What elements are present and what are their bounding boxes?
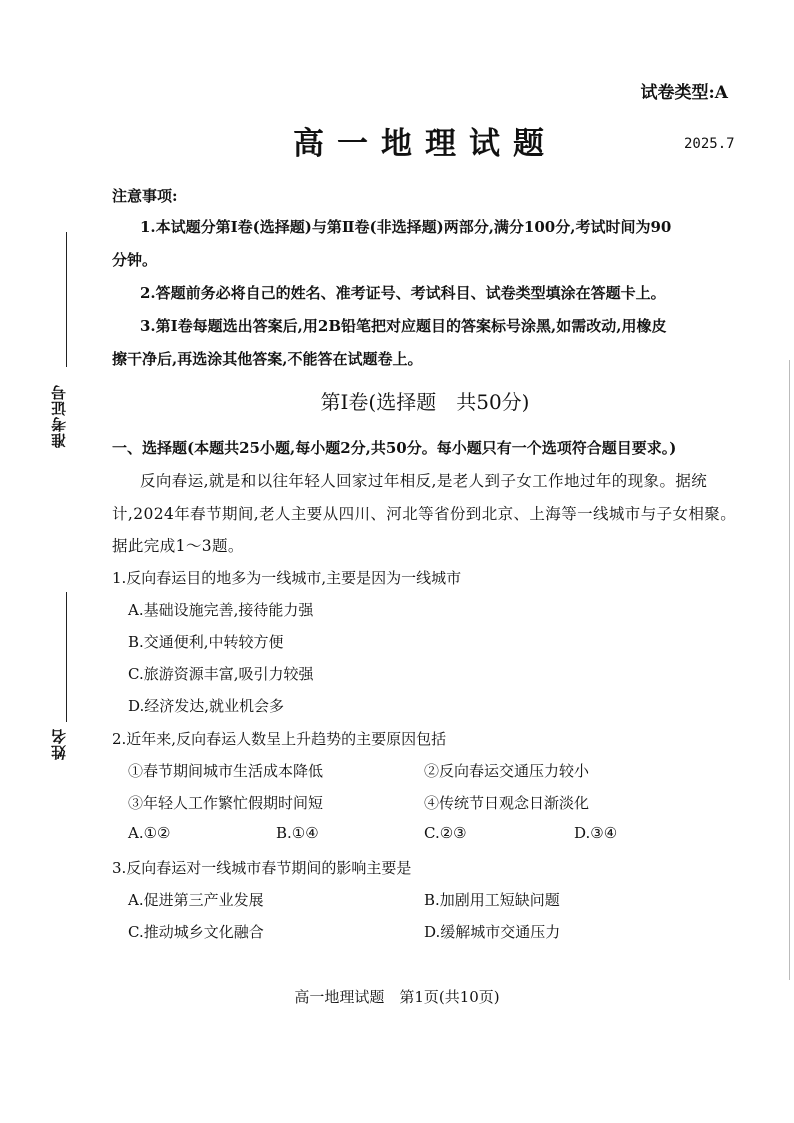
passage-line-1: 反向春运,就是和以往年轻人回家过年相反,是老人到子女工作地过年的现象。据统 xyxy=(140,472,708,490)
question-2-option-a: A.①② xyxy=(128,824,171,842)
name-write-line xyxy=(66,592,67,722)
paper-type: 试卷类型:A xyxy=(640,83,728,103)
scan-edge-line xyxy=(789,360,790,980)
exam-title: 高一地理试题 xyxy=(293,126,557,162)
section-title: 第Ⅰ卷(选择题 共50分) xyxy=(320,390,530,414)
question-3-option-c: C.推动城乡文化融合 xyxy=(128,923,264,941)
question-2-option-c: C.②③ xyxy=(424,824,467,842)
exam-id-write-line xyxy=(66,232,67,367)
question-2-option-b: B.①④ xyxy=(276,824,319,842)
notice-item-2: 2.答题前务必将自己的姓名、准考证号、考试科目、试卷类型填涂在答题卡上。 xyxy=(140,284,666,302)
question-3-option-d: D.缓解城市交通压力 xyxy=(424,923,561,941)
question-1-option-b: B.交通便利,中转较方便 xyxy=(128,633,284,651)
question-3-option-b: B.加剧用工短缺问题 xyxy=(424,891,560,909)
page-footer: 高一地理试题 第1页(共10页) xyxy=(294,988,500,1006)
question-1-stem: 1.反向春运目的地多为一线城市,主要是因为一线城市 xyxy=(112,569,462,587)
question-2-stem: 2.近年来,反向春运人数呈上升趋势的主要原因包括 xyxy=(112,730,447,748)
part-heading: 一、选择题(本题共25小题,每小题2分,共50分。每小题只有一个选项符合题目要求。) xyxy=(112,439,677,457)
question-1-option-d: D.经济发达,就业机会多 xyxy=(128,697,285,715)
passage-line-3: 据此完成1～3题。 xyxy=(112,537,244,555)
notice-item-1: 1.本试题分第Ⅰ卷(选择题)与第Ⅱ卷(非选择题)两部分,满分100分,考试时间为90 xyxy=(140,218,672,236)
name-label: 姓名 xyxy=(50,728,68,760)
question-3-option-a: A.促进第三产业发展 xyxy=(128,891,264,909)
question-2-statement-4: ④传统节日观念日渐淡化 xyxy=(424,794,590,812)
question-1-option-c: C.旅游资源丰富,吸引力较强 xyxy=(128,665,314,683)
notice-heading: 注意事项: xyxy=(112,187,178,205)
notice-item-3: 3.第Ⅰ卷每题选出答案后,用2B铅笔把对应题目的答案标号涂黑,如需改动,用橡皮 xyxy=(140,317,667,335)
exam-date: 2025.7 xyxy=(684,136,735,152)
question-1-option-a: A.基础设施完善,接待能力强 xyxy=(128,601,314,619)
question-2-statement-1: ①春节期间城市生活成本降低 xyxy=(128,762,324,780)
question-2-statement-3: ③年轻人工作繁忙假期时间短 xyxy=(128,794,324,812)
notice-item-3-cont: 擦干净后,再选涂其他答案,不能答在试题卷上。 xyxy=(112,350,423,368)
notice-item-1-cont: 分钟。 xyxy=(112,251,158,269)
passage-line-2: 计,2024年春节期间,老人主要从四川、河北等省份到北京、上海等一线城市与子女相聚。 xyxy=(112,505,737,523)
question-2-option-d: D.③④ xyxy=(574,824,618,842)
question-2-statement-2: ②反向春运交通压力较小 xyxy=(424,762,590,780)
exam-id-label: 准考证号 xyxy=(50,384,68,448)
question-3-stem: 3.反向春运对一线城市春节期间的影响主要是 xyxy=(112,859,412,877)
